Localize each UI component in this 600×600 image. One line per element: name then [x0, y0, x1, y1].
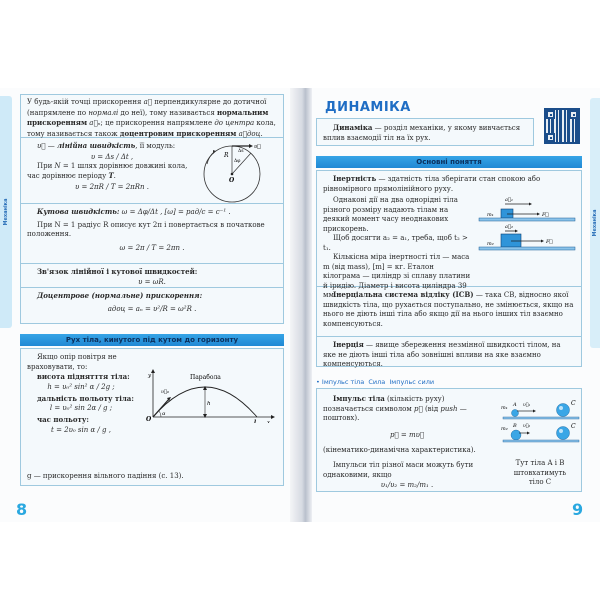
symbol-T: T — [108, 171, 114, 180]
text: , її модуль: — [135, 142, 176, 150]
basic-concepts-box — [316, 170, 582, 367]
inertia-section — [317, 337, 581, 368]
page-number-right: 9 — [572, 500, 584, 519]
inertness-figure — [477, 195, 577, 255]
side-tab-label: Механіка — [592, 209, 598, 237]
formula-linear-speed: υ = Δs / Δt , — [90, 152, 134, 161]
term-dynamics: Динаміка — [333, 123, 373, 132]
text: = 1 шлях дорівнює довжині кола, час дорівнює періоду — [27, 161, 188, 180]
subsection-link-impulse-body[interactable]: Імпульс тіла — [321, 378, 365, 386]
formula-linear-speed-period: υ = 2πR / T = 2πRn . — [75, 182, 149, 191]
intro-text: напрямлене по — [29, 108, 89, 117]
intro-text: ; це прискорення напрямлене — [100, 119, 215, 127]
vector-a: a⃗ — [143, 98, 152, 106]
label-v1: υ⃗₁ — [523, 403, 531, 408]
parabola-figure — [145, 369, 275, 423]
term-centripetal-acceleration: доцентровим прискоренням — [119, 128, 237, 138]
term-inertness: Інертність — [333, 174, 377, 183]
label-a2: a⃗₂ — [505, 224, 513, 230]
intro-italic: нормалі — [88, 108, 119, 117]
dash: — — [45, 142, 57, 150]
label-F: F⃗ — [542, 212, 549, 218]
intro-text: перпендикулярне до дотичної ( — [27, 98, 267, 117]
formula-range: l = υ₀² sin 2α / g ; — [49, 404, 113, 412]
time-label: час польоту: — [37, 415, 89, 424]
label-A: A — [513, 402, 517, 408]
label-l: l — [254, 420, 257, 423]
book-spread — [0, 88, 600, 522]
term-inertia: Інерція — [333, 340, 364, 349]
isv-section — [317, 287, 581, 337]
right-page — [300, 88, 600, 522]
impulse-text: — поштовх). — [323, 404, 467, 422]
impulse-text: (кількість руху) позначається символом — [323, 395, 445, 413]
label-v: υ⃗ — [254, 144, 261, 150]
normal-acceleration-intro — [21, 95, 283, 138]
label-x: x — [267, 420, 271, 423]
g-note: g — прискорення вільного падіння (с. 13). — [27, 471, 184, 480]
label-O: O — [229, 177, 235, 184]
inertness-p4: Кількісна міра інертності тіл — маса m (від mass), [m] = кг. Еталон кілограма — циліндр зі сплаву платини й іридію. Діаметр і висота циліндра 39 мм. — [323, 253, 471, 299]
angular-speed-section — [21, 204, 283, 263]
term-isv: Інерціальна система відліку (ІСВ) — [333, 290, 474, 299]
label-a1: a⃗₁ — [505, 197, 513, 203]
formula-relation: υ = ωR. — [138, 277, 166, 286]
label-F: F⃗ — [546, 239, 553, 245]
basic-concepts-banner: Основні поняття — [316, 156, 582, 168]
impulse-figure-caption: Тут тіла A і B штовхатимуть тіло C — [513, 459, 567, 486]
subsection-link-force-impulse[interactable]: Імпульс сили — [389, 378, 435, 386]
book-gutter — [290, 88, 312, 522]
term-linear-speed: лінійна швидкість — [56, 141, 136, 150]
page-title: ДИНАМІКА — [325, 100, 411, 115]
label-m1: m₁ — [501, 405, 508, 411]
text: . — [113, 172, 116, 180]
impulse-box — [316, 388, 582, 492]
subsection-link-force[interactable]: Сила — [368, 378, 386, 386]
formula-angular-period: ω = 2π / T = 2πn . — [119, 243, 185, 252]
vector-adc: a⃗доц. — [236, 129, 263, 138]
side-tab-right — [590, 98, 600, 348]
text: При — [37, 161, 55, 170]
formula-centripetal: aдоц = aₙ = υ²/R = ω²R . — [107, 304, 197, 313]
formula-height: h = υ₀² sin² α / 2g ; — [47, 382, 115, 391]
label-O: O — [146, 416, 152, 423]
impulse-figure — [501, 397, 581, 457]
intro-text: до неї), тому називається — [118, 108, 217, 117]
symbol-p: p⃗ — [414, 404, 423, 413]
projectile-text — [21, 349, 141, 439]
isv-text: — така СВ, відносно якої швидкість тіла, що рухається поступально, не змінюється, якщо на нього не діють інші тіла або якщо дії на нього інших тіл взаємно компенсуються. — [323, 291, 574, 328]
formula-time: t = 2υ₀ sin α / g , — [51, 425, 111, 434]
inertia-text: — явище збереження незмінної швидкості тілом, на яке не діють інші тіла або зовнішні впливи на яке взаємно компенсуються. — [323, 341, 561, 368]
label-m2: m₂ — [501, 426, 508, 432]
bullet: • — [316, 378, 320, 386]
relation-label: Зв'язок лінійної і кутової швидкостей: — [37, 267, 198, 276]
label-h: h — [207, 401, 211, 407]
label-B: B — [513, 423, 517, 429]
symbol-v: υ⃗ — [37, 142, 46, 150]
inertness-p3: Щоб досягти a₂ = a₁, треба, щоб t₂ > t₁. — [323, 234, 468, 252]
kinematics-circular-box — [20, 94, 284, 264]
impulse-subsection-nav — [316, 378, 434, 386]
label-C: C — [571, 423, 576, 430]
impulse-p2: Імпульси тіл різної маси можуть бути однаковими, якщо — [323, 461, 474, 479]
range-label: дальність польоту тіла: — [37, 393, 134, 403]
formula-impulse: p⃗ = mυ⃗ — [389, 430, 425, 439]
relation-section — [21, 264, 283, 288]
label-alpha: α — [162, 411, 166, 417]
projectile-intro: Якщо опір повітря не враховувати, то: — [27, 353, 117, 371]
projectile-box — [20, 348, 284, 486]
label-m2: m₂ — [487, 241, 494, 247]
label-m1: m₁ — [487, 212, 494, 218]
label-R: R — [224, 152, 229, 159]
formula-impulse-equal: υ₁/υ₂ = m₂/m₁ . — [380, 481, 434, 489]
centripetal-label: Доцентрове (нормальне) прискорення: — [37, 291, 203, 300]
height-label: висота піднятття тіла: — [37, 372, 130, 381]
label-dphi: Δφ — [234, 159, 241, 164]
intro-text: кола, тому називається також — [27, 119, 276, 138]
term-impulse: Імпульс тіла — [333, 394, 385, 403]
relations-box — [20, 264, 284, 324]
formula-angular-speed: ω = Δφ/Δt , [ω] = рад/с = с⁻¹ . — [121, 208, 231, 216]
projectile-banner: Рух тіла, кинутого під кутом до горизонту — [20, 334, 284, 346]
qr-code-icon[interactable] — [544, 108, 580, 144]
word-push: push — [440, 404, 458, 413]
intro-italic: до центра — [214, 119, 255, 127]
impulse-text: (від — [422, 404, 441, 413]
intro-text: У будь-якій точці прискорення — [27, 98, 144, 106]
definition-text: — розділ механіки, у якому вивчається вплив взаємодії тіл на їх рух. — [323, 124, 521, 142]
term-angular-speed: Кутова швидкість: — [37, 207, 120, 216]
label-C: C — [571, 400, 576, 407]
inertness-p2: Однакові дії на два однорідні тіла різного розміру надають тілам на деякий момент часу неоднакових прискорень. — [323, 196, 458, 233]
vector-an: a⃗ₙ — [87, 119, 101, 127]
label-v2: υ⃗₂ — [523, 424, 531, 429]
inertness-text: — здатність тіла зберігати стан спокою або рівномірного прямолінійного руху. — [323, 175, 541, 193]
circle-motion-figure — [199, 140, 265, 206]
side-tab-left — [0, 96, 12, 328]
impulse-note: (кінематико-динамічна характеристика). — [323, 445, 476, 454]
centripetal-section — [21, 288, 283, 324]
left-page — [0, 88, 296, 522]
label-ds: Δs — [238, 149, 244, 154]
symbol-N: N — [54, 161, 61, 170]
angular-speed-text: При N = 1 радіус R описує кут 2π і повертається в початкове положення. — [27, 220, 265, 238]
dynamics-definition-box — [316, 118, 534, 146]
linear-speed-section — [21, 138, 283, 204]
label-parabola: Парабола — [190, 374, 221, 381]
page-number-left: 8 — [16, 500, 28, 519]
label-v0: υ⃗₀ — [161, 389, 170, 395]
term-normal-acceleration: нормальним прискоренням — [27, 107, 269, 127]
label-y: y — [148, 373, 152, 379]
side-tab-label: Механіка — [3, 198, 9, 226]
